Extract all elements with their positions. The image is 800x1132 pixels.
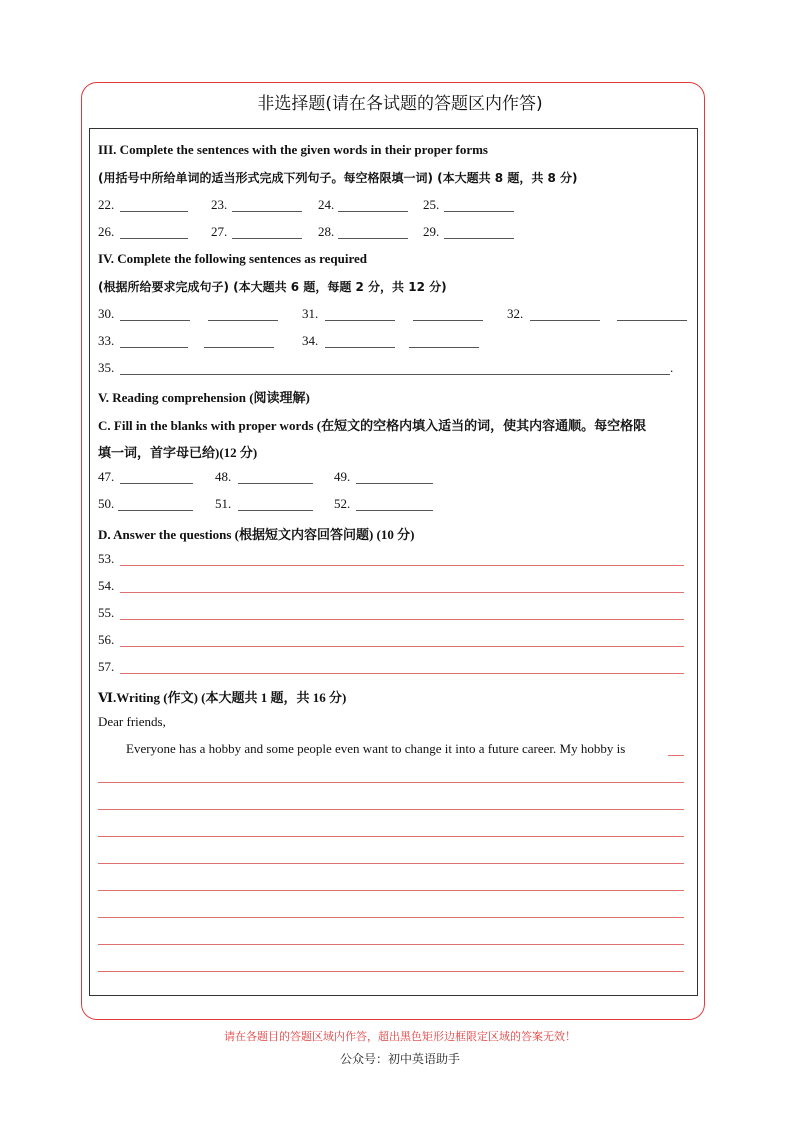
source-credit: 公众号：初中英语助手 bbox=[339, 1052, 460, 1066]
writing-line[interactable] bbox=[98, 836, 684, 837]
q53-label: 53. bbox=[98, 551, 115, 566]
q30-blank-a[interactable] bbox=[120, 320, 190, 321]
q31-blank-b[interactable] bbox=[413, 320, 483, 321]
q48-label: 48. bbox=[215, 469, 232, 484]
q47-blank[interactable] bbox=[120, 483, 193, 484]
q28-blank[interactable] bbox=[338, 238, 408, 239]
q31-blank-a[interactable] bbox=[325, 320, 395, 321]
q49-label: 49. bbox=[334, 469, 351, 484]
q23-blank[interactable] bbox=[232, 211, 302, 212]
q51-blank[interactable] bbox=[238, 510, 313, 511]
q24-label: 24. bbox=[318, 197, 335, 212]
writing-line[interactable] bbox=[98, 944, 684, 945]
q50-label: 50. bbox=[98, 496, 115, 511]
q54-label: 54. bbox=[98, 578, 115, 593]
writing-line[interactable] bbox=[98, 809, 684, 810]
q50-blank[interactable] bbox=[118, 510, 193, 511]
section5d-heading: D. Answer the questions (根据短文内容回答问题) (10 分) bbox=[98, 527, 415, 542]
q55-answer-line[interactable] bbox=[120, 619, 684, 620]
q54-answer-line[interactable] bbox=[120, 592, 684, 593]
q48-blank[interactable] bbox=[238, 483, 313, 484]
q23-label: 23. bbox=[211, 197, 228, 212]
q27-label: 27. bbox=[211, 224, 228, 239]
page-title: 非选择题(请在各试题的答题区内作答) bbox=[257, 94, 543, 114]
q24-blank[interactable] bbox=[338, 211, 408, 212]
section5c-heading-line1: C. Fill in the blanks with proper words (在短文的空格内填入适当的词，使其内容通顺。每空格限 bbox=[98, 418, 647, 433]
q35-end-mark: . bbox=[670, 360, 674, 375]
q52-blank[interactable] bbox=[356, 510, 433, 511]
q25-blank[interactable] bbox=[444, 211, 514, 212]
q22-blank[interactable] bbox=[120, 211, 188, 212]
q28-label: 28. bbox=[318, 224, 335, 239]
q26-label: 26. bbox=[98, 224, 115, 239]
q53-answer-line[interactable] bbox=[120, 565, 684, 566]
writing-line[interactable] bbox=[98, 971, 684, 972]
q30-label: 30. bbox=[98, 306, 115, 321]
q34-label: 34. bbox=[302, 333, 319, 348]
q51-label: 51. bbox=[215, 496, 232, 511]
q57-label: 57. bbox=[98, 659, 115, 674]
q32-blank-b[interactable] bbox=[617, 320, 687, 321]
section4-heading: IV. Complete the following sentences as required bbox=[98, 251, 368, 266]
writing-opening-blank[interactable] bbox=[668, 755, 684, 756]
q33-label: 33. bbox=[98, 333, 115, 348]
writing-line[interactable] bbox=[98, 890, 684, 891]
q49-blank[interactable] bbox=[356, 483, 433, 484]
q47-label: 47. bbox=[98, 469, 115, 484]
section6-heading: Ⅵ.Writing (作文) (本大题共 1 题，共 16 分) bbox=[98, 690, 347, 705]
q30-blank-b[interactable] bbox=[208, 320, 278, 321]
q55-label: 55. bbox=[98, 605, 115, 620]
q34-blank-a[interactable] bbox=[325, 347, 395, 348]
q33-blank-b[interactable] bbox=[204, 347, 274, 348]
q56-answer-line[interactable] bbox=[120, 646, 684, 647]
section4-instruction: (根据所给要求完成句子) (本大题共 6 题，每题 2 分，共 12 分) bbox=[98, 280, 447, 294]
writing-line[interactable] bbox=[98, 863, 684, 864]
q35-label: 35. bbox=[98, 360, 115, 375]
writing-opening: Everyone has a hobby and some people even want to change it into a future career. My hobby is bbox=[126, 741, 626, 756]
section3-heading: III. Complete the sentences with the given words in their proper forms bbox=[98, 142, 488, 157]
q31-label: 31. bbox=[302, 306, 319, 321]
q56-label: 56. bbox=[98, 632, 115, 647]
writing-line[interactable] bbox=[98, 782, 684, 783]
section5-heading: V. Reading comprehension (阅读理解) bbox=[98, 390, 310, 405]
q27-blank[interactable] bbox=[232, 238, 302, 239]
q29-label: 29. bbox=[423, 224, 440, 239]
q29-blank[interactable] bbox=[444, 238, 514, 239]
q26-blank[interactable] bbox=[120, 238, 188, 239]
q35-blank[interactable] bbox=[120, 374, 670, 375]
boundary-warning: 请在各题目的答题区域内作答，超出黑色矩形边框限定区域的答案无效！ bbox=[224, 1030, 576, 1043]
q57-answer-line[interactable] bbox=[120, 673, 684, 674]
q22-label: 22. bbox=[98, 197, 115, 212]
writing-line[interactable] bbox=[98, 917, 684, 918]
q32-label: 32. bbox=[507, 306, 524, 321]
section5c-heading-line2: 填一词，首字母已给)(12 分) bbox=[98, 445, 258, 460]
section3-instruction: (用括号中所给单词的适当形式完成下列句子。每空格限填一词) (本大题共 8 题，共 8 分) bbox=[98, 171, 578, 185]
q33-blank-a[interactable] bbox=[120, 347, 188, 348]
writing-salutation: Dear friends, bbox=[98, 714, 166, 729]
q34-blank-b[interactable] bbox=[409, 347, 479, 348]
q52-label: 52. bbox=[334, 496, 351, 511]
q32-blank-a[interactable] bbox=[530, 320, 600, 321]
q25-label: 25. bbox=[423, 197, 440, 212]
